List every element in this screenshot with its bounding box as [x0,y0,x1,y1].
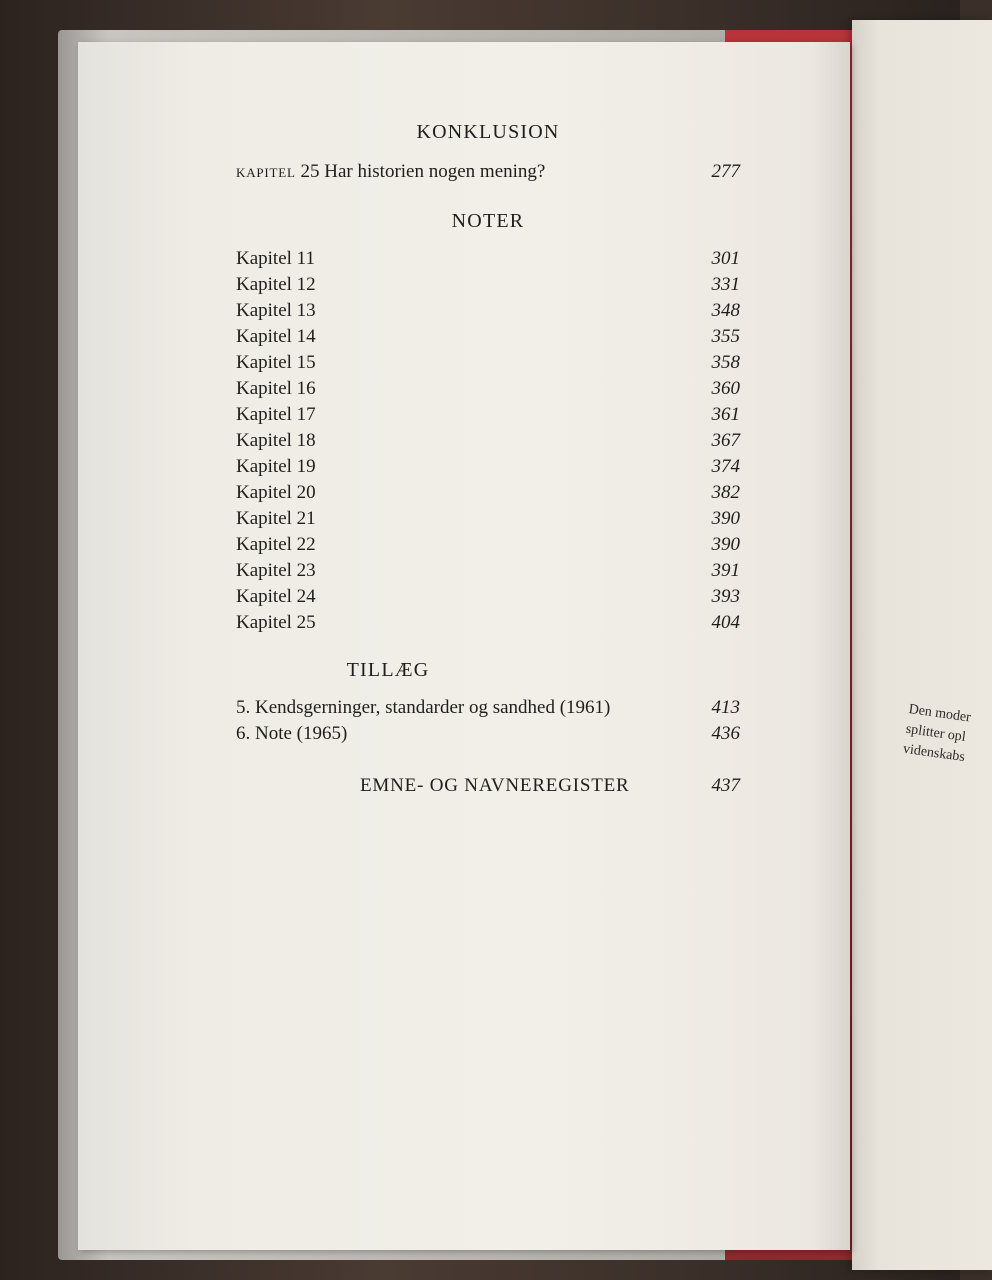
page-number: 393 [711,586,740,607]
noter-item [236,532,740,558]
noter-item [236,272,740,298]
page-number: 437 [711,775,740,796]
kapitel-prefix: KAPITEL [236,165,296,180]
noter-item-label: Kapitel 17 [236,404,316,425]
page-number: 390 [711,534,740,555]
page-number: 404 [711,612,740,633]
tillaeg-heading: TILLÆG [346,659,430,681]
page-number: 277 [711,161,740,182]
page-number: 390 [711,508,740,529]
page-number: 355 [711,326,740,347]
tillaeg-item-label: 5. Kendsgerninger, standarder og sandhed (1961) [236,697,611,718]
noter-item-label: Kapitel 20 [236,482,316,503]
konklusion-entry [236,159,740,185]
noter-item [236,480,740,506]
noter-item-label: Kapitel 13 [236,300,316,321]
noter-item-label: Kapitel 25 [236,612,316,633]
konklusion-entry-title: 25 Har historien nogen mening? [300,161,546,182]
page-number: 374 [711,456,740,477]
register-label: EMNE- OG NAVNEREGISTER [360,775,630,796]
noter-item [236,246,740,272]
page-number: 382 [711,482,740,503]
page-number: 361 [711,404,740,425]
page-number: 391 [711,560,740,581]
page-number: 348 [711,300,740,321]
page-number: 413 [711,697,740,718]
page-number: 331 [711,274,740,295]
noter-item-label: Kapitel 19 [236,456,316,477]
noter-item-label: Kapitel 12 [236,274,316,295]
right-page-line: splitter opl [904,721,967,746]
konklusion-heading: KONKLUSION [416,121,560,143]
noter-item-label: Kapitel 22 [236,534,316,555]
noter-item-label: Kapitel 11 [236,248,315,269]
noter-item [236,506,740,532]
noter-item-label: Kapitel 21 [236,508,316,529]
noter-item [236,584,740,610]
noter-item [236,558,740,584]
right-page-line: Den moder [907,701,972,726]
page-number: 367 [711,430,740,451]
noter-item [236,428,740,454]
noter-item-label: Kapitel 16 [236,378,316,399]
noter-item-label: Kapitel 24 [236,586,316,607]
noter-item [236,350,740,376]
right-page-line: videnskabs [902,741,966,766]
noter-item [236,610,740,636]
page-number: 360 [711,378,740,399]
noter-item [236,324,740,350]
tillaeg-item-label: 6. Note (1965) [236,723,348,744]
page-number: 436 [711,723,740,744]
noter-item [236,298,740,324]
noter-item-label: Kapitel 23 [236,560,316,581]
noter-item-label: Kapitel 18 [236,430,316,451]
right-page-text [902,700,980,769]
noter-item [236,454,740,480]
noter-item-label: Kapitel 15 [236,352,316,373]
noter-heading: NOTER [451,210,525,232]
noter-item [236,402,740,428]
tillaeg-item [236,721,740,747]
noter-item-label: Kapitel 14 [236,326,316,347]
right-page [852,20,992,1270]
noter-item [236,376,740,402]
tillaeg-item [236,695,740,721]
page-number: 301 [711,248,740,269]
page-number: 358 [711,352,740,373]
konklusion-entry-label [236,159,545,186]
register-entry [236,773,740,799]
